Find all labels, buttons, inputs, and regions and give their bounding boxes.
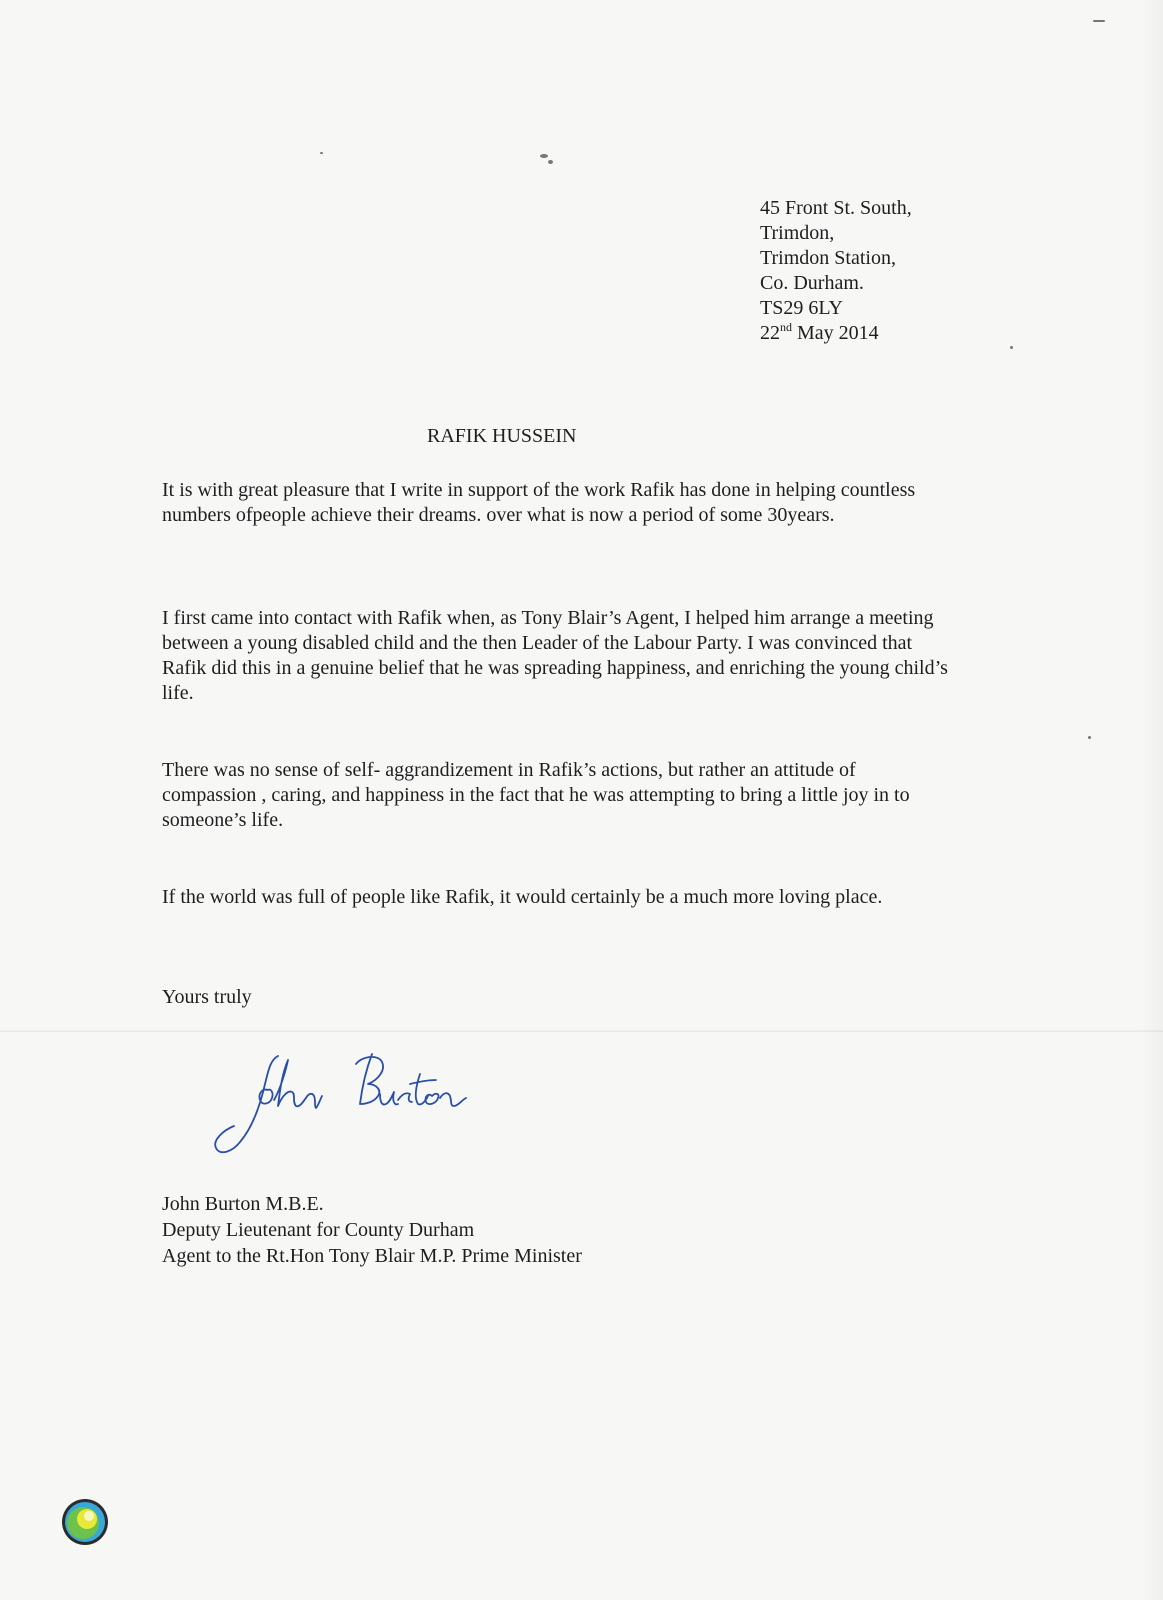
paragraph-1: It is with great pleasure that I write in support of the work Rafik has done in helping countless numbers ofpeople achieve their dreams. over what is now a period of some 30years.	[162, 479, 916, 526]
scan-speck	[1093, 20, 1105, 22]
letter-subject: RAFIK HUSSEIN	[427, 425, 577, 447]
letter-date	[760, 321, 912, 346]
paragraph-2: I first came into contact with Rafik when, as Tony Blair’s Agent, I helped him arrange a meeting between a young disabled child and the then Leader of the Labour Party. I was convinced that Rafik did this in a genuine belief that he was spreading happiness, and enriching the young child’s life.	[162, 607, 948, 704]
address-line-4: Co. Durham.	[760, 272, 864, 294]
signer-title-2: Agent to the Rt.Hon Tony Blair M.P. Prime Minister	[162, 1245, 582, 1267]
address-line-1: 45 Front St. South,	[760, 197, 912, 219]
address-line-2: Trimdon,	[760, 222, 835, 244]
scan-speck	[320, 152, 323, 154]
handwritten-signature	[210, 1050, 510, 1170]
date-day: 22	[760, 322, 780, 344]
paper-edge-shadow	[1141, 0, 1163, 1600]
scan-speck	[1010, 346, 1013, 349]
scan-speck	[1088, 736, 1091, 739]
address-line-3: Trimdon Station,	[760, 247, 896, 269]
signer-title-1: Deputy Lieutenant for County Durham	[162, 1219, 475, 1241]
date-month-year: May 2014	[792, 322, 879, 344]
signer-name: John Burton M.B.E.	[162, 1193, 324, 1215]
closing-salutation: Yours truly	[162, 986, 252, 1008]
date-suffix: nd	[780, 320, 792, 334]
paragraph-3: There was no sense of self- aggrandizement in Rafik’s actions, but rather an attitude of compassion , caring, and happiness in the fact that he was attempting to bring a little joy in to someone’s life.	[162, 759, 910, 831]
paragraph-4: If the world was full of people like Rafik, it would certainly be a much more loving place.	[162, 886, 883, 908]
scanner-logo-icon	[60, 1497, 110, 1547]
paper-fold-line	[0, 1030, 1163, 1032]
address-postcode: TS29 6LY	[760, 297, 843, 319]
scan-speck	[540, 154, 548, 158]
sender-address	[760, 196, 912, 346]
scan-speck	[548, 160, 553, 164]
signer-block	[162, 1191, 582, 1269]
